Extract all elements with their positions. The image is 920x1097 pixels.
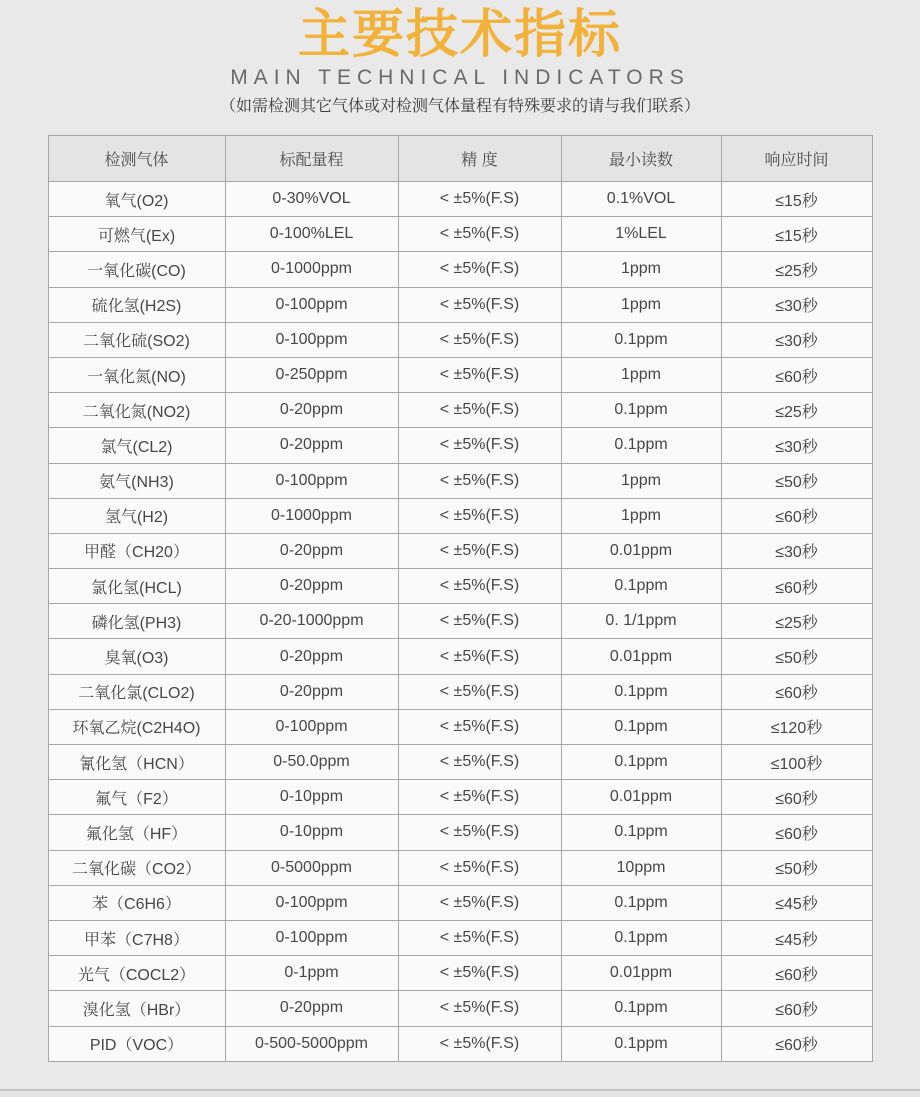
cell-gas: 环氧乙烷(C2H4O) xyxy=(48,709,225,744)
cell-accuracy: < ±5%(F.S) xyxy=(398,745,561,780)
cell-gas: 氨气(NH3) xyxy=(48,463,225,498)
column-header-accuracy: 精 度 xyxy=(398,136,561,182)
cell-gas: 氰化氢（HCN） xyxy=(48,745,225,780)
cell-min-reading: 0.1ppm xyxy=(561,569,721,604)
cell-gas: 硫化氢(H2S) xyxy=(48,287,225,322)
cell-range: 0-10ppm xyxy=(225,815,398,850)
cell-min-reading: 0.1ppm xyxy=(561,674,721,709)
table-row xyxy=(48,639,872,674)
cell-range: 0-20ppm xyxy=(225,569,398,604)
cell-gas: 一氧化碳(CO) xyxy=(48,252,225,287)
table-row xyxy=(48,322,872,357)
contact-note: （如需检测其它气体或对检测气体量程有特殊要求的请与我们联系） xyxy=(219,98,700,115)
cell-min-reading: 1ppm xyxy=(561,357,721,392)
cell-gas: 溴化氢（HBr） xyxy=(48,991,225,1026)
cell-response-time: ≤30秒 xyxy=(721,287,872,322)
table-row xyxy=(48,428,872,463)
cell-accuracy: < ±5%(F.S) xyxy=(398,287,561,322)
cell-range: 0-20ppm xyxy=(225,428,398,463)
cell-gas: 氯化氢(HCL) xyxy=(48,569,225,604)
cell-gas: 甲醛（CH20） xyxy=(48,533,225,568)
cell-accuracy: < ±5%(F.S) xyxy=(398,498,561,533)
table-row xyxy=(48,745,872,780)
cell-accuracy: < ±5%(F.S) xyxy=(398,674,561,709)
cell-response-time: ≤60秒 xyxy=(721,674,872,709)
cell-gas: 氟气（F2） xyxy=(48,780,225,815)
cell-gas: PID（VOC） xyxy=(48,1026,225,1061)
cell-response-time: ≤15秒 xyxy=(721,182,872,217)
cell-range: 0-1000ppm xyxy=(225,252,398,287)
cell-accuracy: < ±5%(F.S) xyxy=(398,357,561,392)
cell-range: 0-20ppm xyxy=(225,533,398,568)
cell-range: 0-20ppm xyxy=(225,991,398,1026)
cell-accuracy: < ±5%(F.S) xyxy=(398,604,561,639)
cell-accuracy: < ±5%(F.S) xyxy=(398,639,561,674)
cell-range: 0-500-5000ppm xyxy=(225,1026,398,1061)
cell-gas: 氟化氢（HF） xyxy=(48,815,225,850)
cell-gas: 甲苯（C7H8） xyxy=(48,920,225,955)
cell-response-time: ≤30秒 xyxy=(721,428,872,463)
cell-response-time: ≤15秒 xyxy=(721,217,872,252)
cell-accuracy: < ±5%(F.S) xyxy=(398,393,561,428)
cell-gas: 二氧化氮(NO2) xyxy=(48,393,225,428)
cell-range: 0-50.0ppm xyxy=(225,745,398,780)
cell-response-time: ≤60秒 xyxy=(721,956,872,991)
cell-range: 0-100ppm xyxy=(225,709,398,744)
table-row xyxy=(48,850,872,885)
spec-table xyxy=(48,135,873,1062)
table-row xyxy=(48,182,872,217)
table-row xyxy=(48,463,872,498)
cell-response-time: ≤45秒 xyxy=(721,920,872,955)
cell-min-reading: 0.1ppm xyxy=(561,709,721,744)
cell-min-reading: 0.1ppm xyxy=(561,885,721,920)
page-header xyxy=(0,0,920,118)
cell-range: 0-1000ppm xyxy=(225,498,398,533)
cell-gas: 二氧化氯(CLO2) xyxy=(48,674,225,709)
cell-min-reading: 0.1ppm xyxy=(561,393,721,428)
cell-response-time: ≤25秒 xyxy=(721,252,872,287)
cell-response-time: ≤60秒 xyxy=(721,498,872,533)
cell-accuracy: < ±5%(F.S) xyxy=(398,850,561,885)
table-row xyxy=(48,956,872,991)
cell-response-time: ≤30秒 xyxy=(721,533,872,568)
cell-gas: 氧气(O2) xyxy=(48,182,225,217)
cell-gas: 氢气(H2) xyxy=(48,498,225,533)
cell-range: 0-10ppm xyxy=(225,780,398,815)
cell-min-reading: 0.1ppm xyxy=(561,920,721,955)
page-subtitle: MAIN TECHNICAL INDICATORS xyxy=(230,66,690,89)
cell-min-reading: 0.01ppm xyxy=(561,956,721,991)
cell-range: 0-100ppm xyxy=(225,920,398,955)
cell-accuracy: < ±5%(F.S) xyxy=(398,991,561,1026)
cell-accuracy: < ±5%(F.S) xyxy=(398,920,561,955)
table-row xyxy=(48,885,872,920)
cell-accuracy: < ±5%(F.S) xyxy=(398,217,561,252)
cell-response-time: ≤60秒 xyxy=(721,991,872,1026)
cell-gas: 氯气(CL2) xyxy=(48,428,225,463)
cell-min-reading: 0. 1/1ppm xyxy=(561,604,721,639)
table-row xyxy=(48,780,872,815)
cell-range: 0-250ppm xyxy=(225,357,398,392)
cell-range: 0-5000ppm xyxy=(225,850,398,885)
cell-range: 0-1ppm xyxy=(225,956,398,991)
cell-response-time: ≤45秒 xyxy=(721,885,872,920)
cell-range: 0-20ppm xyxy=(225,639,398,674)
cell-response-time: ≤60秒 xyxy=(721,357,872,392)
cell-min-reading: 1ppm xyxy=(561,463,721,498)
cell-response-time: ≤50秒 xyxy=(721,639,872,674)
cell-min-reading: 0.1ppm xyxy=(561,1026,721,1061)
cell-min-reading: 0.01ppm xyxy=(561,533,721,568)
table-row xyxy=(48,252,872,287)
cell-gas: 臭氧(O3) xyxy=(48,639,225,674)
cell-gas: 可燃气(Ex) xyxy=(48,217,225,252)
cell-response-time: ≤50秒 xyxy=(721,850,872,885)
cell-gas: 磷化氢(PH3) xyxy=(48,604,225,639)
cell-response-time: ≤60秒 xyxy=(721,569,872,604)
table-row xyxy=(48,674,872,709)
cell-range: 0-100ppm xyxy=(225,322,398,357)
cell-response-time: ≤50秒 xyxy=(721,463,872,498)
table-row xyxy=(48,815,872,850)
table-row xyxy=(48,569,872,604)
cell-range: 0-100ppm xyxy=(225,463,398,498)
table-row xyxy=(48,393,872,428)
cell-response-time: ≤25秒 xyxy=(721,604,872,639)
cell-accuracy: < ±5%(F.S) xyxy=(398,182,561,217)
cell-accuracy: < ±5%(F.S) xyxy=(398,709,561,744)
table-row xyxy=(48,533,872,568)
table-row xyxy=(48,604,872,639)
cell-accuracy: < ±5%(F.S) xyxy=(398,428,561,463)
cell-range: 0-20ppm xyxy=(225,674,398,709)
table-row xyxy=(48,217,872,252)
cell-min-reading: 0.1ppm xyxy=(561,815,721,850)
cell-response-time: ≤60秒 xyxy=(721,1026,872,1061)
cell-response-time: ≤100秒 xyxy=(721,745,872,780)
cell-accuracy: < ±5%(F.S) xyxy=(398,569,561,604)
cell-accuracy: < ±5%(F.S) xyxy=(398,780,561,815)
cell-gas: 一氧化氮(NO) xyxy=(48,357,225,392)
cell-min-reading: 1%LEL xyxy=(561,217,721,252)
cell-response-time: ≤120秒 xyxy=(721,709,872,744)
page-title: 主要技术指标 xyxy=(297,6,622,64)
cell-accuracy: < ±5%(F.S) xyxy=(398,252,561,287)
cell-min-reading: 0.1%VOL xyxy=(561,182,721,217)
spec-table-wrap xyxy=(0,135,920,1062)
cell-accuracy: < ±5%(F.S) xyxy=(398,463,561,498)
cell-accuracy: < ±5%(F.S) xyxy=(398,885,561,920)
cell-min-reading: 0.1ppm xyxy=(561,745,721,780)
column-header-range: 标配量程 xyxy=(225,136,398,182)
cell-response-time: ≤60秒 xyxy=(721,815,872,850)
cell-gas: 二氧化硫(SO2) xyxy=(48,322,225,357)
cell-range: 0-100ppm xyxy=(225,885,398,920)
cell-range: 0-20ppm xyxy=(225,393,398,428)
cell-response-time: ≤25秒 xyxy=(721,393,872,428)
cell-range: 0-100ppm xyxy=(225,287,398,322)
cell-min-reading: 1ppm xyxy=(561,287,721,322)
column-header-gas: 检测气体 xyxy=(48,136,225,182)
cell-response-time: ≤60秒 xyxy=(721,780,872,815)
table-row xyxy=(48,1026,872,1061)
cell-min-reading: 0.1ppm xyxy=(561,428,721,463)
cell-min-reading: 0.1ppm xyxy=(561,991,721,1026)
cell-range: 0-20-1000ppm xyxy=(225,604,398,639)
table-row xyxy=(48,991,872,1026)
table-row xyxy=(48,287,872,322)
cell-accuracy: < ±5%(F.S) xyxy=(398,322,561,357)
cell-min-reading: 10ppm xyxy=(561,850,721,885)
cell-range: 0-30%VOL xyxy=(225,182,398,217)
column-header-response-time: 响应时间 xyxy=(721,136,872,182)
cell-gas: 二氧化碳（CO2） xyxy=(48,850,225,885)
table-row xyxy=(48,920,872,955)
column-header-min-reading: 最小读数 xyxy=(561,136,721,182)
cell-min-reading: 0.01ppm xyxy=(561,639,721,674)
table-header-row xyxy=(48,136,872,182)
cell-accuracy: < ±5%(F.S) xyxy=(398,1026,561,1061)
cell-gas: 苯（C6H6） xyxy=(48,885,225,920)
cell-gas: 光气（COCL2） xyxy=(48,956,225,991)
bottom-divider xyxy=(0,1089,920,1097)
cell-accuracy: < ±5%(F.S) xyxy=(398,956,561,991)
cell-response-time: ≤30秒 xyxy=(721,322,872,357)
cell-min-reading: 1ppm xyxy=(561,498,721,533)
cell-min-reading: 0.1ppm xyxy=(561,322,721,357)
table-body xyxy=(48,182,872,1062)
cell-accuracy: < ±5%(F.S) xyxy=(398,533,561,568)
cell-min-reading: 1ppm xyxy=(561,252,721,287)
table-row xyxy=(48,709,872,744)
table-row xyxy=(48,498,872,533)
cell-min-reading: 0.01ppm xyxy=(561,780,721,815)
cell-accuracy: < ±5%(F.S) xyxy=(398,815,561,850)
cell-range: 0-100%LEL xyxy=(225,217,398,252)
table-row xyxy=(48,357,872,392)
